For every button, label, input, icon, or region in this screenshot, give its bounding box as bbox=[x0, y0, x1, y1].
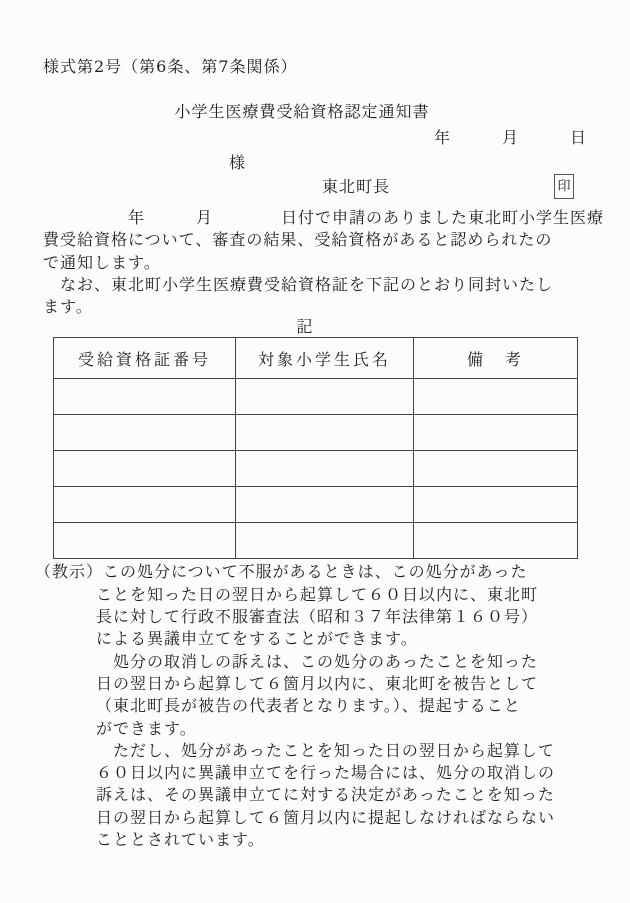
appeal-notice bbox=[35, 561, 630, 851]
table-header-row bbox=[54, 338, 578, 379]
notice-line: 日の翌日から起算して６箇月以内に、東北町を被告として bbox=[96, 673, 539, 693]
notice-line: （教示）この処分について不服があるときは、この処分があった bbox=[35, 562, 528, 582]
cell-remarks bbox=[414, 523, 578, 559]
notice-line: ことを知った日の翌日から起算して６０日以内に、東北町 bbox=[96, 584, 539, 604]
col-header-certificate-number: 受給資格証番号 bbox=[54, 338, 236, 379]
cell-student-name bbox=[236, 523, 414, 559]
col-header-student-name: 対象小学生氏名 bbox=[236, 338, 414, 379]
notice-line: 日の翌日から起算して６箇月以内に提起しなければならない bbox=[96, 807, 556, 827]
issuer-name: 東北町長 bbox=[322, 176, 391, 196]
addressee-honorific: 様 bbox=[229, 153, 247, 172]
cell-remarks bbox=[414, 451, 578, 487]
cell-remarks bbox=[414, 487, 578, 523]
body-line: ます。 bbox=[43, 297, 93, 317]
table-row bbox=[54, 415, 578, 451]
notice-line: 処分の取消しの訴えは、この処分のあったことを知った bbox=[113, 651, 538, 671]
document-title: 小学生医療費受給資格認定通知書 bbox=[174, 102, 430, 121]
body-line: 費受給資格について、審査の結果、受給資格があると認められたの bbox=[43, 230, 553, 250]
table-row bbox=[54, 523, 578, 559]
issuer-row bbox=[322, 174, 574, 199]
notice-line: ６０日以内に異議申立てを行った場合には、処分の取消しの bbox=[96, 763, 556, 783]
cell-certificate-number bbox=[54, 415, 236, 451]
cell-student-name bbox=[236, 451, 414, 487]
notice-line: ができます。 bbox=[96, 718, 197, 738]
cell-remarks bbox=[414, 379, 578, 415]
form-number-label: 様式第2号（第6条、第7条関係） bbox=[43, 57, 298, 76]
cell-student-name bbox=[236, 415, 414, 451]
cell-certificate-number bbox=[54, 487, 236, 523]
col-header-remarks: 備 考 bbox=[414, 338, 578, 379]
notice-line: 訴えは、その異議申立てに対する決定があったことを知った bbox=[96, 785, 555, 805]
table-row bbox=[54, 451, 578, 487]
cell-certificate-number bbox=[54, 379, 236, 415]
cell-remarks bbox=[414, 415, 578, 451]
body-line: 年 月 日付で申請のありました東北町小学生医療 bbox=[43, 208, 605, 227]
issue-date-blanks: 年 月 日 bbox=[433, 128, 587, 147]
body-line: なお、東北町小学生医療費受給資格証を下記のとおり同封いたし bbox=[43, 274, 554, 294]
table-row bbox=[54, 487, 578, 523]
cell-certificate-number bbox=[54, 451, 236, 487]
record-mark: 記 bbox=[296, 317, 314, 337]
notice-line: こととされています。 bbox=[96, 830, 265, 850]
notice-line: ただし、処分があったことを知った日の翌日から起算して bbox=[113, 740, 555, 760]
cell-student-name bbox=[236, 379, 414, 415]
notification-body bbox=[43, 207, 630, 318]
cell-student-name bbox=[236, 487, 414, 523]
notice-line: による異議申立てをすることができます。 bbox=[96, 629, 418, 649]
official-seal-placeholder: 印 bbox=[554, 174, 574, 199]
eligibility-table bbox=[53, 337, 578, 559]
body-line: で通知します。 bbox=[43, 252, 161, 272]
notice-line: （東北町長が被告の代表者となります。）、提起すること bbox=[96, 696, 521, 716]
cell-certificate-number bbox=[54, 523, 236, 559]
table-row bbox=[54, 379, 578, 415]
notice-line: 長に対して行政不服審査法（昭和３７年法律第１６０号） bbox=[96, 607, 539, 627]
